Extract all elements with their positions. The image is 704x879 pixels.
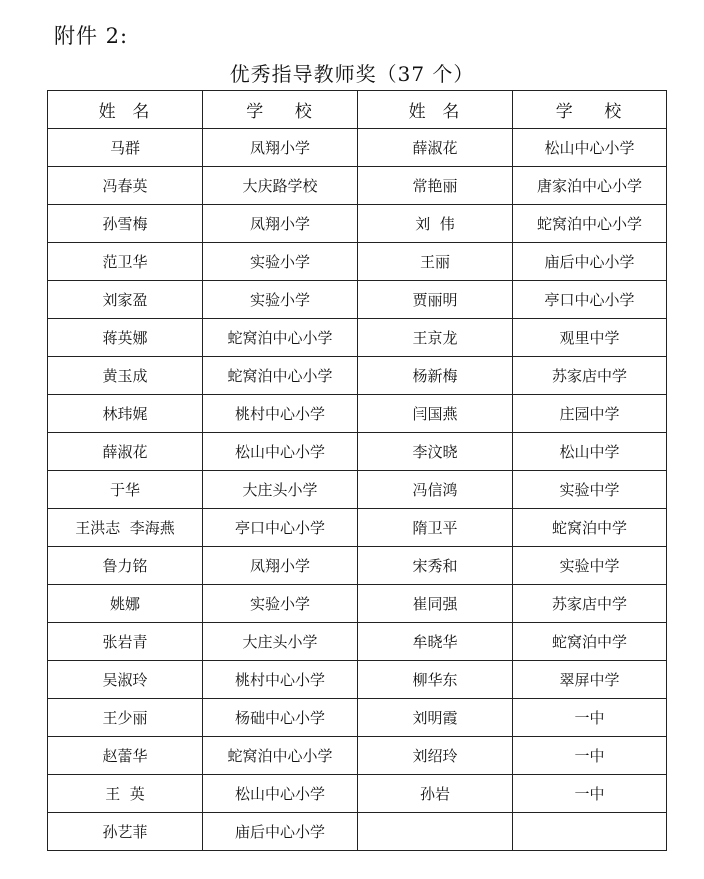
table-row: [48, 737, 667, 775]
school-cell: 凤翔小学: [203, 129, 358, 167]
table-row: [48, 509, 667, 547]
teacher-name-cell: 范卫华: [48, 243, 203, 281]
school-cell: 苏家店中学: [513, 357, 667, 395]
school-cell: 大庄头小学: [203, 471, 358, 509]
header-school-1: 学 校: [203, 91, 358, 129]
teacher-name-cell: 姚娜: [48, 585, 203, 623]
teacher-name-cell: 马群: [48, 129, 203, 167]
school-cell: 松山中心小学: [513, 129, 667, 167]
school-cell: 松山中学: [513, 433, 667, 471]
page-title: 优秀指导教师奖（37 个）: [229, 62, 475, 86]
table-row: [48, 357, 667, 395]
school-cell: 一中: [513, 775, 667, 813]
teacher-name-cell: 赵蕾华: [48, 737, 203, 775]
teacher-name-cell: 王洪志 李海燕: [48, 509, 203, 547]
school-cell: 凤翔小学: [203, 547, 358, 585]
table-header-row: [48, 91, 667, 129]
header-name-2: 姓 名: [358, 91, 513, 129]
teacher-name-cell: 薛淑花: [358, 129, 513, 167]
school-cell: 凤翔小学: [203, 205, 358, 243]
teacher-name-cell: 闫国燕: [358, 395, 513, 433]
teacher-name-cell: 宋秀和: [358, 547, 513, 585]
school-cell: 蛇窝泊中学: [513, 623, 667, 661]
school-cell: [513, 813, 667, 851]
school-cell: 庄园中学: [513, 395, 667, 433]
school-cell: 一中: [513, 699, 667, 737]
school-cell: 唐家泊中心小学: [513, 167, 667, 205]
school-cell: 庙后中心小学: [513, 243, 667, 281]
teacher-name-cell: 贾丽明: [358, 281, 513, 319]
attachment-label: 附件 2:: [54, 24, 129, 48]
school-cell: 一中: [513, 737, 667, 775]
teacher-name-cell: 杨新梅: [358, 357, 513, 395]
header-name-1: 姓 名: [48, 91, 203, 129]
table-row: [48, 585, 667, 623]
teacher-name-cell: 吴淑玲: [48, 661, 203, 699]
teacher-name-cell: 冯春英: [48, 167, 203, 205]
header-school-2: 学 校: [513, 91, 667, 129]
table-row: [48, 813, 667, 851]
teacher-name-cell: 刘绍玲: [358, 737, 513, 775]
teacher-name-cell: 王少丽: [48, 699, 203, 737]
school-cell: 亭口中心小学: [203, 509, 358, 547]
teacher-name-cell: 林玮娓: [48, 395, 203, 433]
school-cell: 松山中心小学: [203, 433, 358, 471]
teacher-name-cell: 鲁力铭: [48, 547, 203, 585]
table-row: [48, 471, 667, 509]
teacher-name-cell: 孙岩: [358, 775, 513, 813]
teacher-name-cell: 蒋英娜: [48, 319, 203, 357]
school-cell: 蛇窝泊中心小学: [203, 737, 358, 775]
teacher-name-cell: 牟晓华: [358, 623, 513, 661]
table-row: [48, 167, 667, 205]
school-cell: 观里中学: [513, 319, 667, 357]
school-cell: 大庆路学校: [203, 167, 358, 205]
school-cell: 实验小学: [203, 281, 358, 319]
school-cell: 桃村中心小学: [203, 395, 358, 433]
teacher-name-cell: 冯信鸿: [358, 471, 513, 509]
teacher-name-cell: [358, 813, 513, 851]
teacher-name-cell: 刘家盈: [48, 281, 203, 319]
teacher-name-cell: 王丽: [358, 243, 513, 281]
table-body: [48, 129, 667, 851]
school-cell: 蛇窝泊中心小学: [203, 319, 358, 357]
table-row: [48, 395, 667, 433]
table-row: [48, 319, 667, 357]
table-row: [48, 775, 667, 813]
school-cell: 翠屏中学: [513, 661, 667, 699]
school-cell: 蛇窝泊中学: [513, 509, 667, 547]
table-row: [48, 623, 667, 661]
teacher-name-cell: 黄玉成: [48, 357, 203, 395]
teacher-name-cell: 崔同强: [358, 585, 513, 623]
school-cell: 实验小学: [203, 585, 358, 623]
school-cell: 蛇窝泊中心小学: [513, 205, 667, 243]
teacher-name-cell: 张岩青: [48, 623, 203, 661]
school-cell: 庙后中心小学: [203, 813, 358, 851]
table-row: [48, 129, 667, 167]
teacher-name-cell: 孙雪梅: [48, 205, 203, 243]
teacher-name-cell: 常艳丽: [358, 167, 513, 205]
teacher-name-cell: 李汶晓: [358, 433, 513, 471]
teacher-name-cell: 孙艺菲: [48, 813, 203, 851]
teacher-name-cell: 刘 伟: [358, 205, 513, 243]
table-row: [48, 243, 667, 281]
school-cell: 大庄头小学: [203, 623, 358, 661]
teacher-name-cell: 王京龙: [358, 319, 513, 357]
school-cell: 蛇窝泊中心小学: [203, 357, 358, 395]
teacher-name-cell: 王 英: [48, 775, 203, 813]
school-cell: 实验小学: [203, 243, 358, 281]
award-table: [47, 90, 667, 851]
school-cell: 实验中学: [513, 547, 667, 585]
school-cell: 杨础中心小学: [203, 699, 358, 737]
school-cell: 松山中心小学: [203, 775, 358, 813]
school-cell: 苏家店中学: [513, 585, 667, 623]
table-row: [48, 281, 667, 319]
school-cell: 亭口中心小学: [513, 281, 667, 319]
school-cell: 桃村中心小学: [203, 661, 358, 699]
table-row: [48, 433, 667, 471]
table-row: [48, 547, 667, 585]
teacher-name-cell: 于华: [48, 471, 203, 509]
school-cell: 实验中学: [513, 471, 667, 509]
table-row: [48, 661, 667, 699]
table-row: [48, 699, 667, 737]
teacher-name-cell: 柳华东: [358, 661, 513, 699]
teacher-name-cell: 薛淑花: [48, 433, 203, 471]
teacher-name-cell: 隋卫平: [358, 509, 513, 547]
table-row: [48, 205, 667, 243]
teacher-name-cell: 刘明霞: [358, 699, 513, 737]
